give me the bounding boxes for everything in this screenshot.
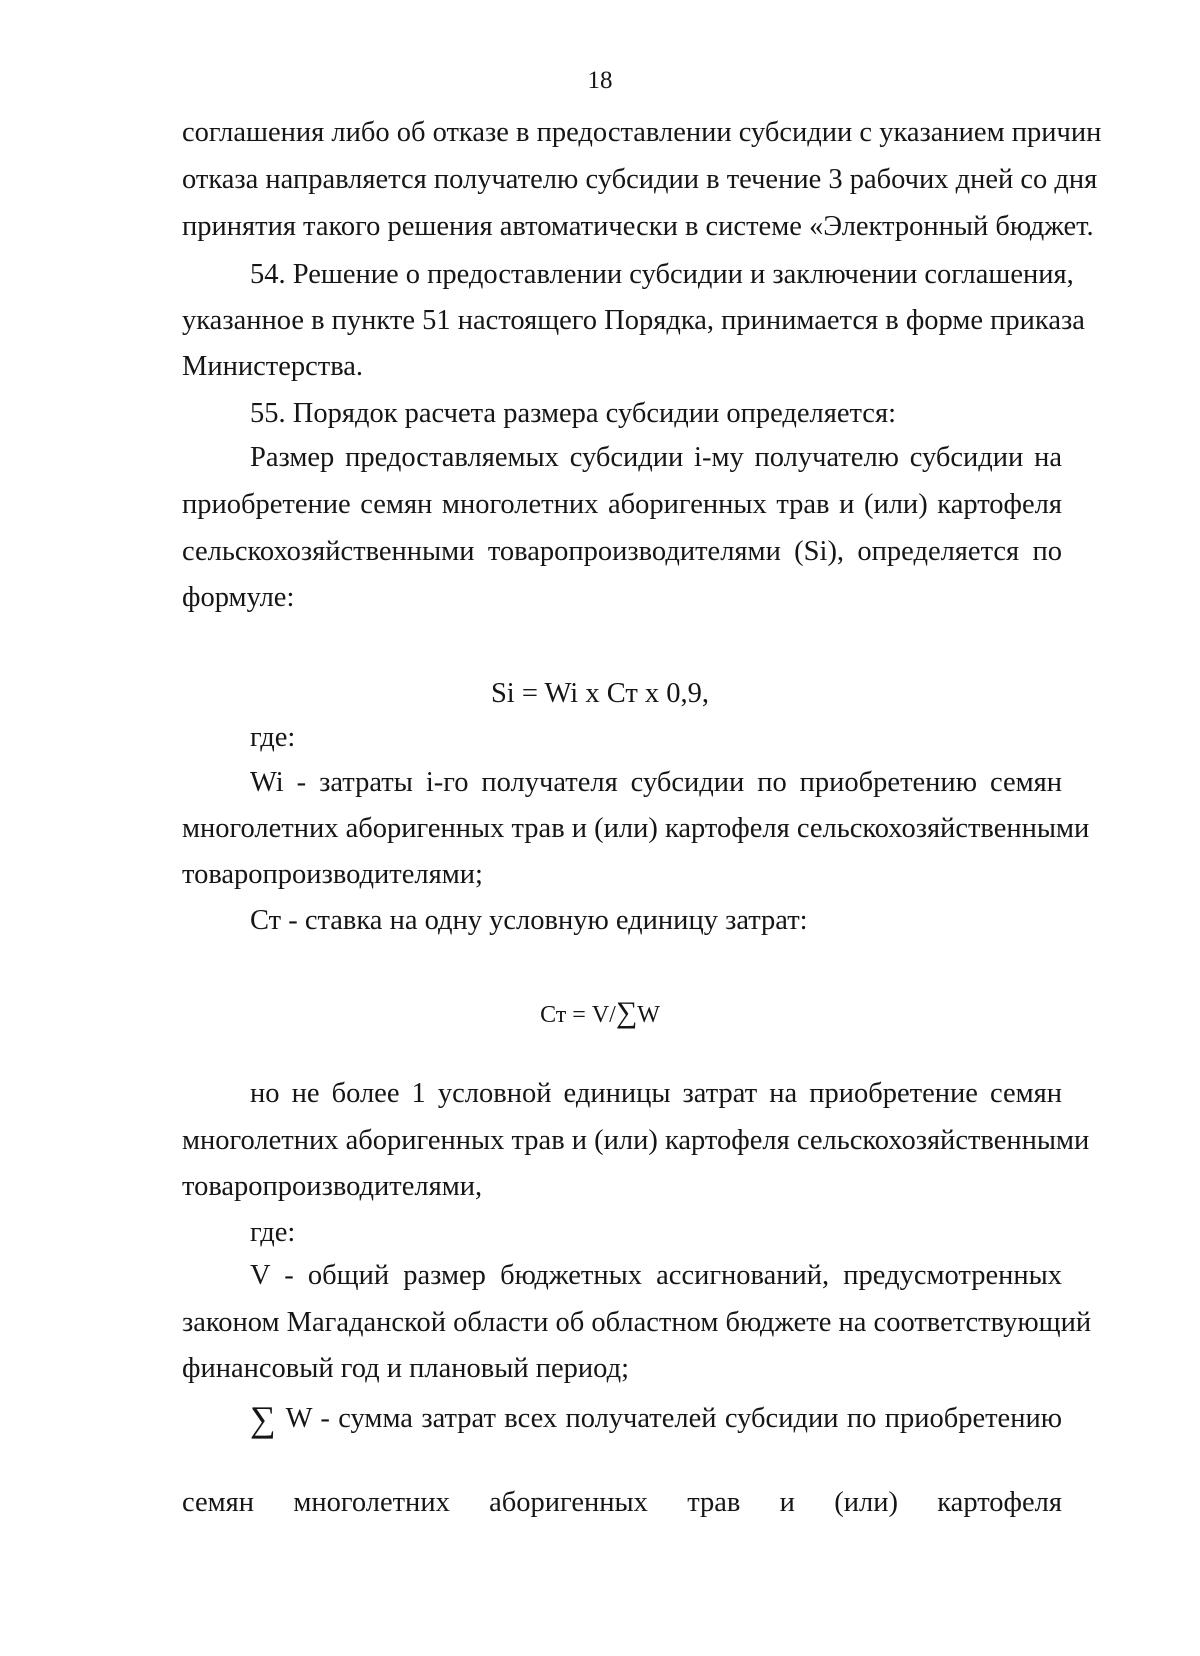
paragraph-line: Министерства.	[182, 351, 364, 382]
sigma-symbol: ∑	[615, 996, 638, 1029]
paragraph-line: Wi - затраты i-го получателя субсидии по приобретению семян	[250, 767, 1062, 798]
formula-ct-left: Ст = V/	[540, 1002, 616, 1028]
paragraph-line: финансовый год и плановый период;	[182, 1353, 630, 1384]
paragraph-line: приобретение семян многолетних аборигенных трав и (или) картофеля	[182, 489, 1062, 520]
paragraph-line: товаропроизводителями;	[182, 859, 483, 890]
paragraph-line: товаропроизводителями,	[182, 1171, 483, 1202]
paragraph-line: но не более 1 условной единицы затрат на приобретение семян	[250, 1078, 1062, 1109]
paragraph-line: принятия такого решения автоматически в системе «Электронный бюджет.	[182, 211, 1094, 242]
paragraph-line: многолетних аборигенных трав и (или) картофеля сельскохозяйственными	[182, 813, 1090, 844]
word: аборигенных	[489, 1487, 648, 1518]
word: картофеля	[937, 1487, 1062, 1518]
paragraph-line: Размер предоставляемых субсидии i-му получателю субсидии на	[250, 442, 1062, 473]
paragraph-line: формуле:	[182, 582, 295, 613]
word: трав	[687, 1487, 741, 1518]
word: семян	[182, 1487, 255, 1518]
paragraph-line: V - общий размер бюджетных ассигнований, предусмотренных	[250, 1260, 1062, 1291]
paragraph-line: W - сумма затрат всех получателей субсидии по приобретению	[285, 1403, 1062, 1434]
paragraph-line: указанное в пункте 51 настоящего Порядка, принимается в форме приказа	[182, 305, 1085, 336]
formula-ct	[0, 996, 1200, 1032]
formula-ct-right: W	[637, 1002, 660, 1028]
paragraph-line: законом Магаданской области об областном бюджете на соответствующий	[182, 1307, 1092, 1338]
paragraph-line: сельскохозяйственными товаропроизводителями (Si), определяется по	[182, 536, 1062, 567]
paragraph-line: Ст - ставка на одну условную единицу затрат:	[250, 905, 808, 936]
paragraph-line: где:	[250, 722, 296, 753]
sum-definition-line	[250, 1399, 1062, 1439]
word: (или)	[834, 1487, 898, 1518]
paragraph-line: отказа направляется получателю субсидии в течение 3 рабочих дней со дня	[182, 164, 1098, 195]
formula-si: Si = Wi x Ст x 0,9,	[490, 678, 710, 709]
paragraph-line: 55. Порядок расчета размера субсидии определяется:	[250, 398, 896, 429]
paragraph-line: многолетних аборигенных трав и (или) картофеля сельскохозяйственными	[182, 1125, 1090, 1156]
word: многолетних	[293, 1487, 450, 1518]
paragraph-line: где:	[250, 1217, 296, 1248]
word: и	[779, 1487, 795, 1518]
sigma-symbol: ∑	[250, 1399, 276, 1439]
paragraph-line: соглашения либо об отказе в предоставлении субсидии с указанием причин	[182, 117, 1102, 148]
paragraph-line: 54. Решение о предоставлении субсидии и заключении соглашения,	[250, 259, 1074, 290]
last-line	[182, 1486, 1062, 1520]
page-number: 18	[587, 67, 613, 94]
